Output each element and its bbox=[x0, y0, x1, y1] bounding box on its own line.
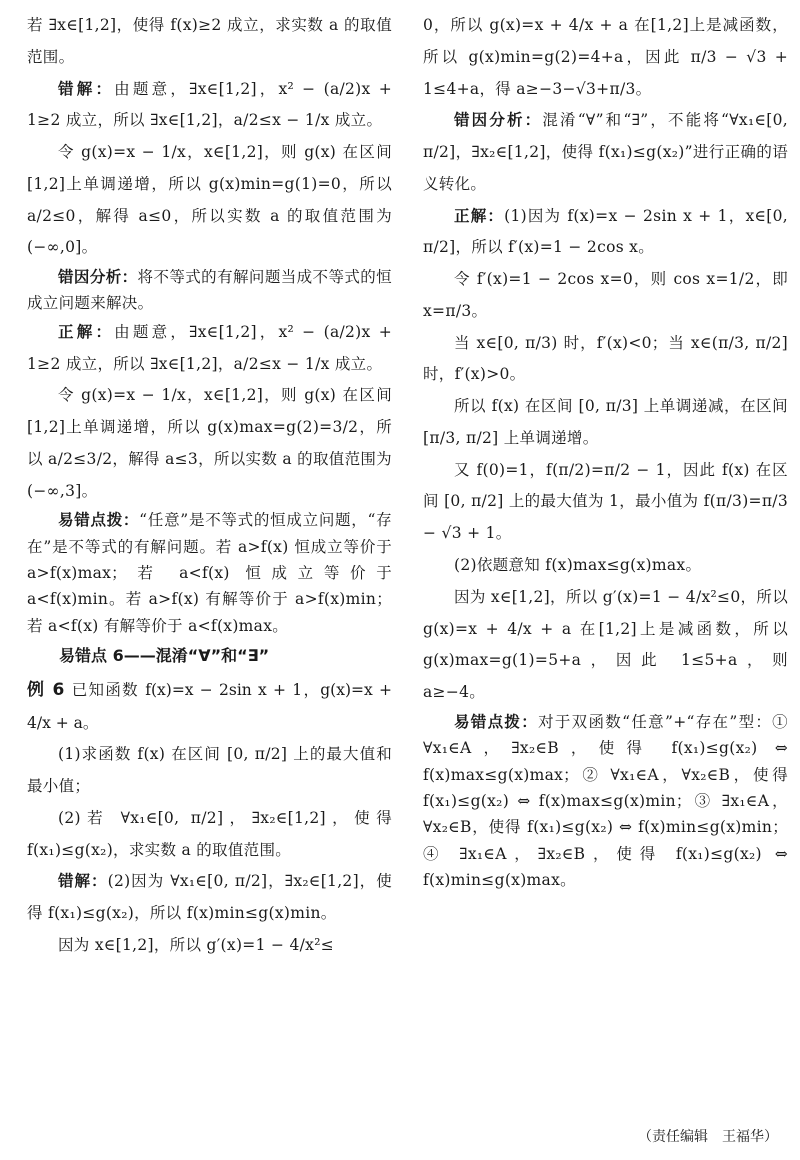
monotonic-intervals: 所以 f(x) 在区间 [0, π/3] 上单调递减，在区间 [π/3, π/2] 上单调递增。 bbox=[423, 397, 788, 447]
derivative-zero: 令 f′(x)=1 − 2cos x=0，则 cos x=1/2，即 x=π/3。 bbox=[423, 270, 788, 320]
error-analysis-2 bbox=[423, 105, 788, 200]
error-analysis-2-text: 混淆“∀”和“∃”，不能将“∀x₁∈[0, π/2]，∃x₂∈[1,2]，使得 f(x₁)≤g(x₂)”进行正确的语义转化。 bbox=[423, 111, 788, 193]
correct-solution-2-label: 正解： bbox=[454, 206, 505, 225]
correct-solution bbox=[27, 317, 392, 381]
section-heading: 易错点 6——混淆“∀”和“∃” bbox=[59, 646, 270, 666]
correct-solution-label: 正解： bbox=[58, 322, 115, 341]
tip-paragraph-2 bbox=[423, 709, 788, 893]
error-analysis-text: 将不等式的有解问题当成不等式的恒成立问题来解决。 bbox=[27, 268, 392, 313]
example-statement bbox=[27, 673, 392, 740]
responsible-editor: （责任编辑 王福华） bbox=[638, 1129, 778, 1145]
wrong-solution-2-label: 错解： bbox=[58, 872, 108, 891]
question-1: (1)求函数 f(x) 在区间 [0, π/2] 上的最大值和最小值； bbox=[27, 745, 392, 796]
monotonic-sign: 当 x∈[0, π/3) 时，f′(x)<0；当 x∈(π/3, π/2] 时，f′(x)>0。 bbox=[423, 333, 788, 384]
max-min-values: 又 f(0)=1，f(π/2)=π/2 − 1，因此 f(x) 在区间 [0, π/2] 上的最大值为 1，最小值为 f(π/3)=π/3 − √3 + 1。 bbox=[423, 460, 788, 543]
tip-2-text: 对于双函数“任意”+“存在”型：① ∀x₁∈A，∃x₂∈B，使得 f(x₁)≤g(x₂) ⇔ f(x)max≤g(x)max；② ∀x₁∈A，∀x₂∈B，使得 f(x₁)≤g(x₂) ⇔ f(x)max≤g(x)min；③ ∃x₁∈A，∀x₂∈B，使得 f(x₁)≤g(x₂) ⇔ f(x)min≤g(x)min；④ ∃x₁∈A，∃x₂∈B，使得 f(x₁)≤g(x₂) ⇔ f(x)min≤g(x)max。 bbox=[423, 712, 788, 889]
wrong-solution-text: 由题意，∃x∈[1,2]，x² − (a/2)x + 1≥2 成立，所以 ∃x∈[1,2]，a/2≤x − 1/x 成立。 bbox=[27, 79, 392, 130]
correct-solution-2 bbox=[423, 201, 788, 265]
wrong-solution-2-step: 因为 x∈[1,2]，所以 g′(x)=1 − 4/x²≤ bbox=[58, 935, 335, 954]
error-analysis-label: 错因分析： bbox=[58, 268, 138, 287]
problem-continuation: 若 ∃x∈[1,2]，使得 f(x)≥2 成立，求实数 a 的取值范围。 bbox=[27, 16, 392, 66]
wrong-solution-step: 令 g(x)=x − 1/x，x∈[1,2]，则 g(x) 在区间[1,2]上单调递增，所以 g(x)min=g(1)=0，所以 a/2≤0，解得 a≤0，所以实数 a 的取值范围为(−∞,0]。 bbox=[27, 143, 392, 257]
tip-paragraph bbox=[27, 507, 392, 639]
error-analysis bbox=[27, 264, 392, 317]
example-mark: 例 6 bbox=[27, 679, 65, 700]
part-2-condition: (2)依题意知 f(x)max≤g(x)max。 bbox=[454, 556, 702, 575]
right-column bbox=[423, 10, 788, 893]
correct-solution-text: 由题意，∃x∈[1,2]，x² − (a/2)x + 1≥2 成立，所以 ∃x∈[1,2]，a/2≤x − 1/x 成立。 bbox=[27, 322, 392, 373]
part-2-solution: 因为 x∈[1,2]，所以 g′(x)=1 − 4/x²≤0，所以 g(x)=x + 4/x + a 在[1,2]上是减函数，所以 g(x)max=g(1)=5+a，因此 1≤5+a，则 a≥−4。 bbox=[423, 587, 788, 702]
tip-2-label: 易错点拨： bbox=[454, 712, 539, 731]
wrong-solution-2-text: (2)因为 ∀x₁∈[0, π/2]，∃x₂∈[1,2]，使得 f(x₁)≤g(x₂)，所以 f(x)min≤g(x)min。 bbox=[27, 872, 392, 923]
error-analysis-2-label: 错因分析： bbox=[454, 111, 543, 130]
example-text: 已知函数 f(x)=x − 2sin x + 1，g(x)=x + 4/x + a。 bbox=[27, 680, 392, 732]
correct-solution-2-text: (1)因为 f(x)=x − 2sin x + 1，x∈[0, π/2]，所以 f′(x)=1 − 2cos x。 bbox=[423, 206, 788, 257]
left-column bbox=[27, 10, 392, 962]
correct-solution-step: 令 g(x)=x − 1/x，x∈[1,2]，则 g(x) 在区间[1,2]上单调递增，所以 g(x)max=g(2)=3/2，所以 a/2≤3/2，解得 a≤3，所以实数 a 的取值范围为(−∞,3]。 bbox=[27, 386, 392, 500]
wrong-solution bbox=[27, 74, 392, 138]
wrong-solution-label: 错解： bbox=[58, 79, 115, 98]
wrong-solution-2 bbox=[27, 866, 392, 930]
tip-label: 易错点拨： bbox=[58, 511, 140, 530]
wrong-solution-2-continuation: 0，所以 g(x)=x + 4/x + a 在[1,2]上是减函数，所以 g(x)min=g(2)=4+a，因此 π/3 − √3 + 1≤4+a，得 a≥−3−√3+π/3。 bbox=[423, 16, 788, 98]
question-2: (2)若 ∀x₁∈[0, π/2]，∃x₂∈[1,2]，使得 f(x₁)≤g(x₂)，求实数 a 的取值范围。 bbox=[27, 808, 393, 859]
tip-text: “任意”是不等式的恒成立问题，“存在”是不等式的有解问题。若 a>f(x) 恒成立等价于 a>f(x)max；若 a<f(x) 恒成立等价于 a<f(x)min。若 a>f(x) 有解等价于 a>f(x)min；若 a<f(x) 有解等价于 a<f(x)max。 bbox=[27, 511, 392, 635]
